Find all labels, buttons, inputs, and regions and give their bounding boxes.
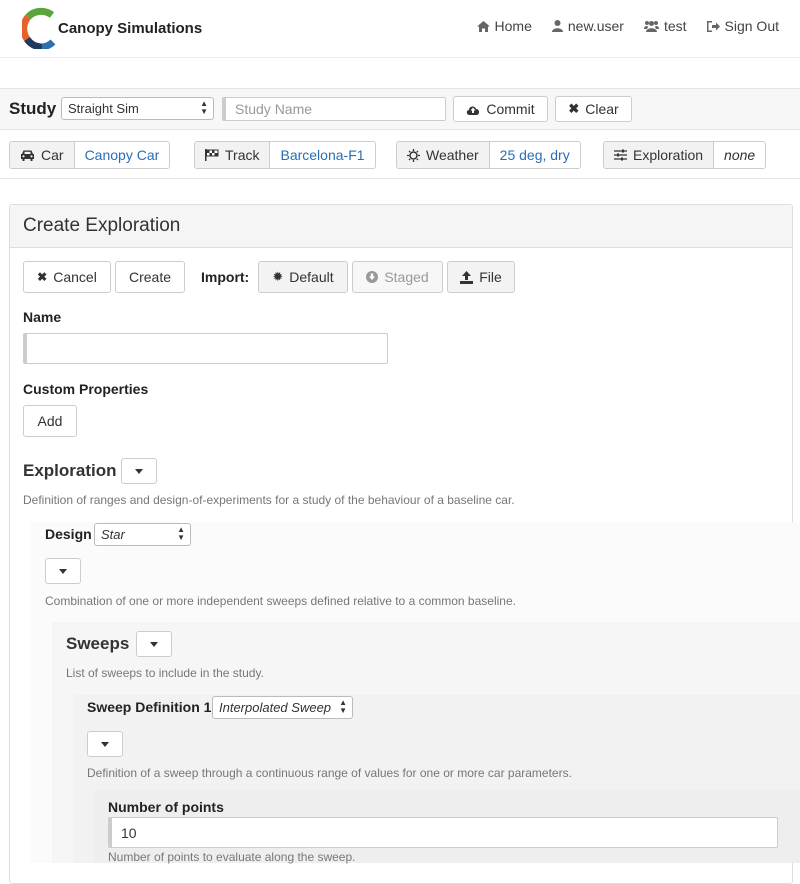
number-of-points-help-text: Number of points to evaluate along the sweep. [108,850,356,864]
nav-home-link[interactable] [477,18,532,34]
file-label: File [479,269,502,285]
study-bar [0,88,800,130]
car-icon [20,150,35,161]
clear-label: Clear [585,101,619,117]
cloud-upload-icon [466,104,480,115]
canopy-logo-icon [22,7,56,49]
nav-sign-out-link[interactable] [707,18,779,34]
number-of-points-input[interactable] [108,817,778,848]
default-label: Default [289,269,334,285]
design-select-value: Star [101,527,125,542]
sliders-icon [614,149,627,161]
nav-team-label: test [663,18,687,34]
select-arrows-icon: ▲ ▼ [200,99,208,116]
config-bar [0,130,800,179]
design-help-text: Combination of one or more independent sweeps defined relative to a common baseline. [45,594,516,608]
sun-icon [407,149,420,162]
cancel-button[interactable] [23,261,111,293]
name-label: Name [23,309,62,325]
car-selector-label[interactable] [10,142,75,168]
create-label: Create [128,269,172,285]
weather-selector[interactable] [396,141,581,169]
design-toggle-button[interactable] [45,558,81,584]
top-navbar [0,0,800,58]
exploration-value[interactable]: none [714,142,765,168]
brand[interactable] [22,7,202,49]
sweep-type-value: Interpolated Sweep [219,700,332,715]
import-staged-button[interactable] [352,261,443,293]
upload-icon [460,271,473,284]
sign-out-icon [707,21,720,32]
staged-label: Staged [384,269,429,285]
nav-user-link[interactable] [552,18,624,34]
nav-home-label: Home [494,18,532,34]
brand-name: Canopy Simulations [58,19,203,37]
number-of-points-label: Number of points [108,799,224,815]
close-icon: ✖ [568,101,580,116]
study-type-select[interactable] [61,97,214,120]
import-file-button[interactable] [447,261,515,293]
panel-title: Create Exploration [10,205,792,248]
sweeps-toggle-button[interactable] [136,631,172,657]
commit-label: Commit [486,101,535,117]
exploration-label: Exploration [633,147,704,163]
custom-properties-label: Custom Properties [23,381,149,397]
nav-user-label: new.user [567,18,624,34]
exploration-toggle-button[interactable] [121,458,157,484]
exploration-help-text: Definition of ranges and design-of-experiments for a study of the behaviour of a baseline car. [23,493,515,507]
study-type-value: Straight Sim [68,101,139,116]
circle-arrow-down-icon [366,271,378,283]
weather-selector-label[interactable] [397,142,490,168]
sweep-definition-help-text: Definition of a sweep through a continuous range of values for one or more car parameters. [87,766,572,780]
track-value[interactable]: Barcelona-F1 [270,142,374,168]
car-selector[interactable] [9,141,170,169]
exploration-selector[interactable] [603,141,766,169]
add-label: Add [37,413,63,429]
clear-button[interactable] [555,96,632,122]
study-name-input[interactable] [222,97,446,121]
number-of-points-value: 10 [121,825,137,841]
nav-team-link[interactable] [644,18,687,34]
track-label: Track [225,147,260,163]
sweep-type-select[interactable] [212,696,353,719]
nav-sign-out-label: Sign Out [724,18,779,34]
track-selector[interactable] [194,141,376,169]
cancel-label: Cancel [53,269,97,285]
sweep-definition-label: Sweep Definition 1 [87,699,212,715]
checkered-flag-icon [205,149,219,161]
caret-down-icon [59,569,67,574]
sweeps-help-text: List of sweeps to include in the study. [66,666,264,680]
car-label: Car [41,147,64,163]
weather-value[interactable]: 25 deg, dry [490,142,580,168]
caret-down-icon [101,742,109,747]
close-icon: ✖ [37,270,48,284]
caret-down-icon [135,469,143,474]
sweep-definition-toggle-button[interactable] [87,731,123,757]
design-label: Design [45,526,92,542]
design-select[interactable] [94,523,191,546]
name-input[interactable] [23,333,388,364]
study-name-placeholder: Study Name [235,101,313,117]
add-custom-property-button[interactable] [23,405,77,437]
select-arrows-icon: ▲ ▼ [339,698,347,715]
users-icon [644,20,659,32]
import-label: Import: [201,269,250,285]
study-label: Study [9,99,57,118]
create-button[interactable] [115,261,185,293]
import-default-button[interactable] [258,261,348,293]
commit-button[interactable] [453,96,548,122]
exploration-section-label: Exploration [23,461,117,480]
certificate-icon: ✹ [272,269,284,284]
caret-down-icon [150,642,158,647]
home-icon [477,21,490,32]
sweeps-label: Sweeps [66,634,130,653]
select-arrows-icon: ▲ ▼ [177,525,185,542]
weather-label: Weather [426,147,479,163]
exploration-selector-label[interactable] [604,142,714,168]
car-value[interactable]: Canopy Car [75,142,170,168]
user-icon [552,20,563,32]
track-selector-label[interactable] [195,142,270,168]
